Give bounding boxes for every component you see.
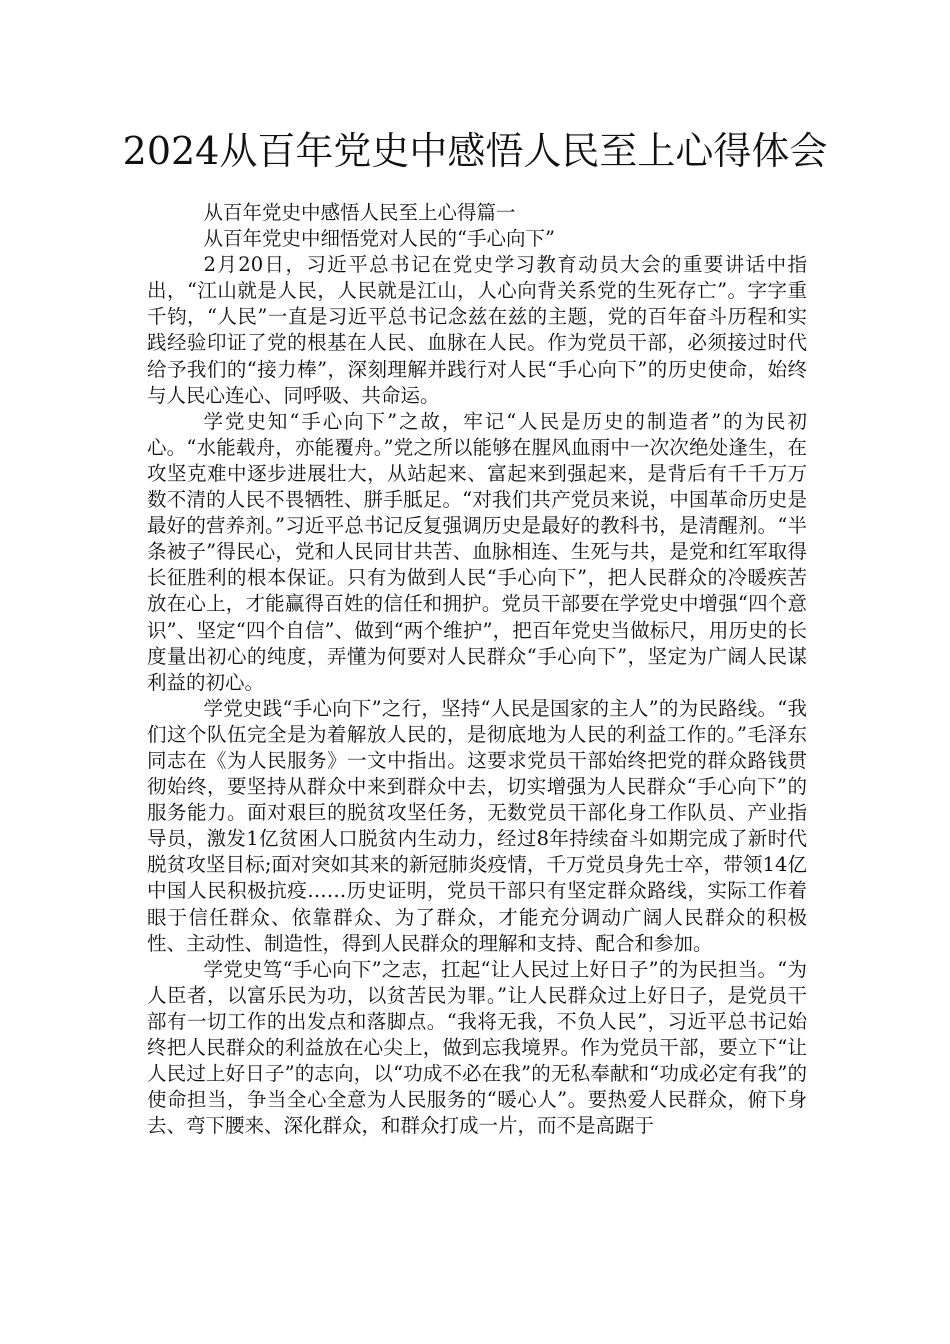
body-paragraph: 学党史知“手心向下”之故，牢记“人民是历史的制造者”的为民初心。“水能载舟，亦能覆舟。”党之所以能够在腥风血雨中一次次绝处逢生，在攻坚克难中逐步进展壮大，从站起来、富起来到强起来，是背后有千千万万数不清的人民不畏牺牲、胼手胝足。“对我们共产党员来说，中国革命历史是最好的营养剂。”习近平总书记反复强调历史是最好的教科书，是清醒剂。“半条被子”得民心，党和人民同甘共苦、血脉相连、生死与共，是党和红军取得长征胜利的根本保证。只有为做到人民“手心向下”，把人民群众的冷暖疾苦放在心上，才能赢得百姓的信任和拥护。党员干部要在学党史中增强“四个意识”、坚定“四个自信”、做到“两个维护”，把百年党史当做标尺，用历史的长度量出初心的纯度，弄懂为何要对人民群众“手心向下”，坚定为广阔人民谋利益的初心。	[147, 409, 807, 694]
document-body	[147, 200, 807, 1139]
section-heading: 从百年党史中感悟人民至上心得篇一	[203, 201, 516, 224]
body-paragraph: 学党史笃“手心向下”之志，扛起“让人民过上好日子”的为民担当。“为人臣者，以富乐民为功，以贫苦民为罪。”让人民群众过上好日子，是党员干部有一切工作的出发点和落脚点。“我将无我，不负人民”，习近平总书记始终把人民群众的利益放在心尖上，做到忘我境界。作为党员干部，要立下“让人民过上好日子”的志向，以“功成不必在我”的无私奉献和“功成必定有我”的使命担当，争当全心全意为人民服务的“暖心人”。要热爱人民群众，俯下身去、弯下腰来、深化群众，和群众打成一片，而不是高踞于	[147, 957, 807, 1138]
body-paragraph: 学党史践“手心向下”之行，坚持“人民是国家的主人”的为民路线。“我们这个队伍完全是为着解放人民的，是彻底地为人民的利益工作的。”毛泽东同志在《为人民服务》一文中指出。这要求党员干部始终把党的群众路钱贯彻始终，要坚持从群众中来到群众中去，切实增强为人民群众“手心向下”的服务能力。面对艰巨的脱贫攻坚任务，无数党员干部化身工作队员、产业指导员，激发1亿贫困人口脱贫内生动力，经过8年持续奋斗如期完成了新时代脱贫攻坚目标;面对突如其来的新冠肺炎疫情，千万党员身先士卒，带领14亿中国人民积极抗疫……历史证明，党员干部只有坚定群众路线，实际工作着眼于信任群众、依靠群众、为了群众，才能充分调动广阔人民群众的积极性、主动性、制造性，得到人民群众的理解和支持、配合和参加。	[147, 696, 807, 955]
section-subheading: 从百年党史中细悟党对人民的“手心向下”	[203, 227, 555, 251]
body-paragraph: 2月20日，习近平总书记在党史学习教育动员大会的重要讲话中指出，“江山就是人民，人民就是江山，人心向背关系党的生死存亡”。字字重千钧，“人民”一直是习近平总书记念兹在兹的主题，党的百年奋斗历程和实践经验印证了党的根基在人民、血脉在人民。作为党员干部，必须接过时代给予我们的“接力棒”，深刻理解并践行对人民“手心向下”的历史使命，始终与人民心连心、同呼吸、共命运。	[147, 253, 807, 407]
document-title: 2024从百年党史中感悟人民至上心得体会	[122, 129, 828, 173]
